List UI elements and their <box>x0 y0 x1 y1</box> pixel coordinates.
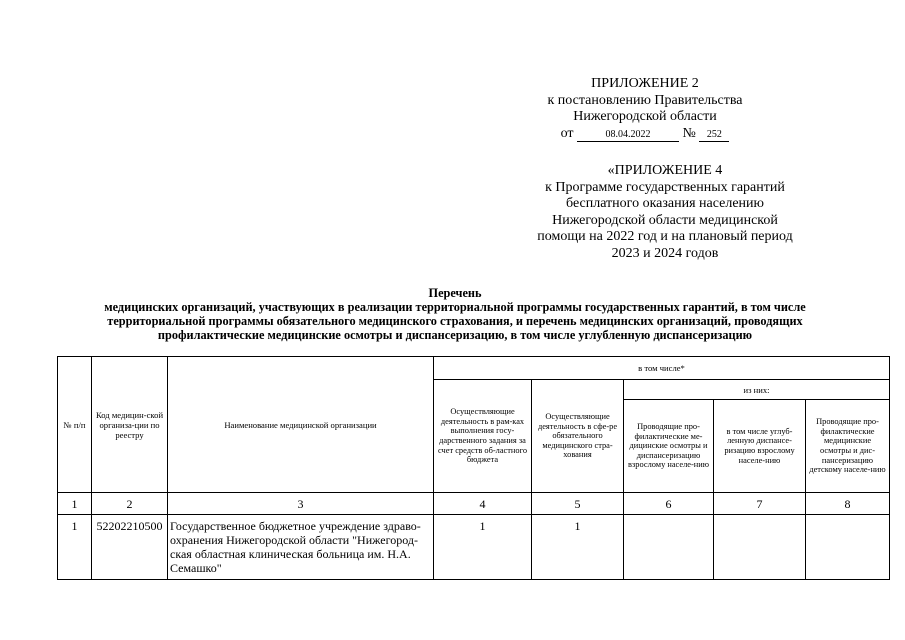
header-col4: Осуществляющие деятельность в рам-ках выполнения госу-дарственного задания за счет средств об-ластного бюджета <box>434 380 532 493</box>
header-col7: в том числе углуб-ленную диспансе-ризацию взрослому населе-нию <box>714 400 806 493</box>
appendix-4-line-2: бесплатного оказания населению <box>566 196 764 211</box>
column-numbers-row <box>58 493 890 515</box>
column-number: 7 <box>714 493 806 515</box>
column-number: 1 <box>58 493 92 515</box>
number-sign: № <box>682 125 696 141</box>
appendix-2-block <box>480 76 810 142</box>
row-code: 52202210500 <box>92 515 168 580</box>
header-col8: Проводящие про-филактические медицинские осмотры и дис-пансеризацию детскому населе-нию <box>806 400 890 493</box>
row-col5: 1 <box>532 515 624 580</box>
appendix-4-block <box>480 163 850 262</box>
document-title-line-1: медицинских организаций, участвующих в реализации территориальной программы государственных гарантий, в том числе <box>104 300 806 314</box>
document-title-line-2: территориальной программы обязательного медицинского страхования, и перечень медицинских организаций, проводящих <box>107 314 803 328</box>
column-number: 5 <box>532 493 624 515</box>
appendix-4-title: «ПРИЛОЖЕНИЕ 4 <box>607 163 723 178</box>
decree-number: 252 <box>699 129 729 142</box>
header-of-them: из них: <box>624 380 890 400</box>
table-row <box>58 515 890 580</box>
row-col8 <box>806 515 890 580</box>
from-label: от <box>560 125 574 141</box>
document-heading: Перечень <box>428 286 482 300</box>
appendix-4-line-5: 2023 и 2024 годов <box>611 245 719 261</box>
header-num: № п/п <box>58 357 92 493</box>
row-name: Государственное бюджетное учреждение здраво-охранения Нижегородской области "Нижегород-ская областная клиническая больница им. Н.А. Семашко" <box>168 515 434 580</box>
document-title <box>60 286 850 342</box>
organizations-table <box>57 356 890 580</box>
document-title-line-3: профилактические медицинские осмотры и диспансеризацию, в том числе углубленную диспансеризацию <box>157 328 753 342</box>
row-col7 <box>714 515 806 580</box>
appendix-2-line-2: Нижегородской области <box>573 109 717 124</box>
header-col5: Осуществляющие деятельность в сфе-ре обязательного медицинского стра-хования <box>532 380 624 493</box>
column-number: 2 <box>92 493 168 515</box>
header-code: Код медицин-ской организа-ции по реестру <box>92 357 168 493</box>
appendix-4-line-3: Нижегородской области медицинской <box>552 212 778 228</box>
appendix-2-dateline <box>480 126 810 143</box>
appendix-2-line-1: к постановлению Правительства <box>547 92 743 108</box>
header-col6: Проводящие про-филактические ме-дицинские осмотры и диспансеризацию взрослому населе-нию <box>624 400 714 493</box>
appendix-4-line-1: к Программе государственных гарантий <box>545 179 785 195</box>
appendix-4-line-4: помощи на 2022 год и на плановый период <box>537 229 793 244</box>
column-number: 6 <box>624 493 714 515</box>
row-col4: 1 <box>434 515 532 580</box>
row-num: 1 <box>58 515 92 580</box>
decree-date: 08.04.2022 <box>577 129 679 142</box>
row-col6 <box>624 515 714 580</box>
header-including: в том числе* <box>434 357 890 380</box>
column-number: 4 <box>434 493 532 515</box>
appendix-2-title: ПРИЛОЖЕНИЕ 2 <box>591 76 699 91</box>
column-number: 8 <box>806 493 890 515</box>
header-name: Наименование медицинской организации <box>168 357 434 493</box>
column-number: 3 <box>168 493 434 515</box>
